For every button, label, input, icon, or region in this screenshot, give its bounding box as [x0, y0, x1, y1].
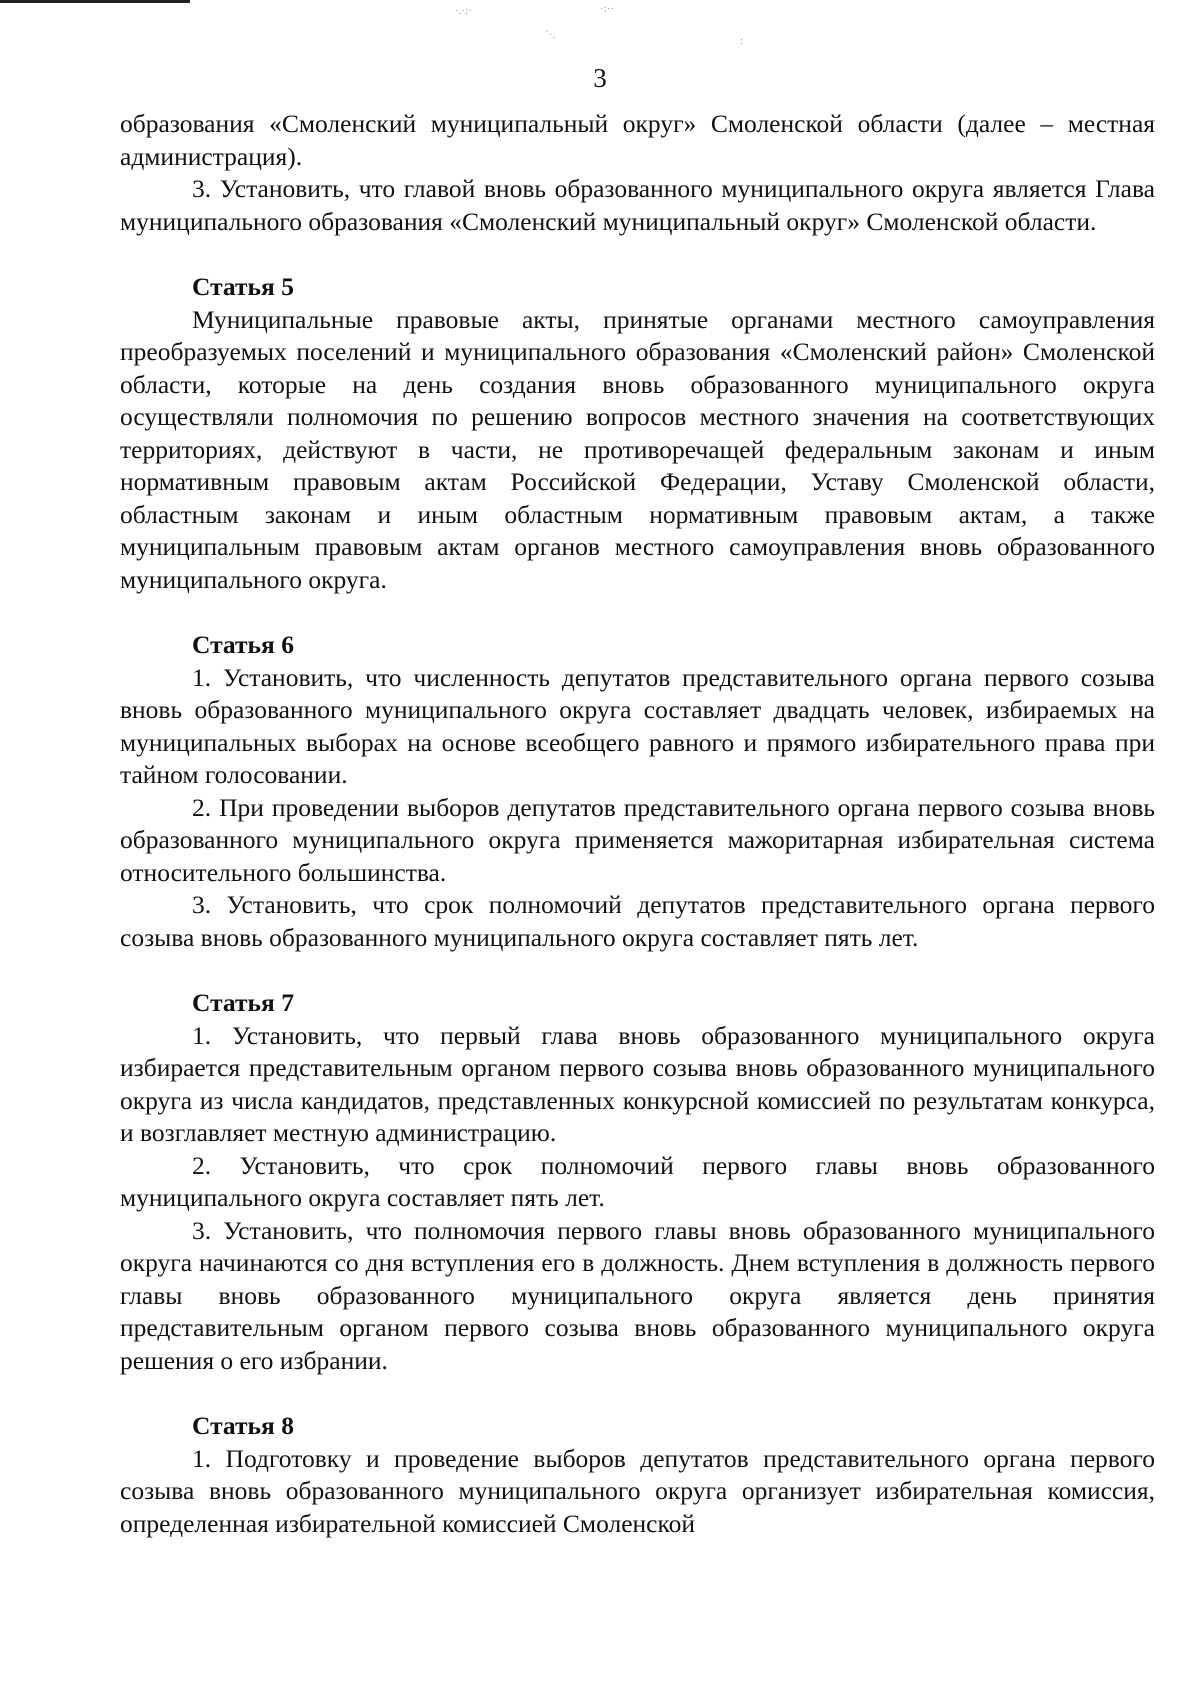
article-heading: Статья 8: [192, 1411, 294, 1440]
article-heading: Статья 6: [192, 630, 294, 659]
continuation-paragraph: 3. Установить, что главой вновь образованного муниципального округа является Глава муниципального образования «Смоленский муниципальный округ» Смоленской области.: [120, 174, 1155, 236]
continuation-paragraph: образования «Смоленский муниципальный округ» Смоленской области (далее – местная администрация).: [120, 109, 1155, 171]
scan-edge-line: [0, 0, 190, 3]
article-paragraph: 1. Установить, что численность депутатов представительного органа первого созыва вновь образованного муниципального округа составляет двадцать человек, избираемых на муниципальных выборах на основе всеобщего равного и прямого избирательного права при тайном голосовании.: [120, 662, 1155, 789]
article-heading: Статья 5: [192, 272, 294, 301]
article-paragraph: 2. При проведении выборов депутатов представительного органа первого созыва вновь образованного муниципального округа применяется мажоритарная избирательная система относительного большинства.: [120, 792, 1155, 887]
article-heading: Статья 7: [192, 988, 294, 1017]
article-paragraph: 1. Установить, что первый глава вновь образованного муниципального округа избирается представительным органом первого созыва вновь образованного муниципального округа из числа кандидатов, представленных конкурсной комиссией по результатам конкурса, и возглавляет местную администрацию.: [120, 1020, 1155, 1147]
article-paragraph: Муниципальные правовые акты, принятые органами местного самоуправления преобразуемых поселений и муниципального образования «Смоленский район» Смоленской области, которые на день создания вновь образованного муниципального округа осуществляли полномочия по решению вопросов местного значения на соответствующих территориях, действуют в части, не противоречащей федеральным законам и иным нормативным правовым актам Российской Федерации, Уставу Смоленской области, областным законам и иным областным нормативным правовым актам, а также муниципальным правовым актам органов местного самоуправления вновь образованного муниципального округа.: [120, 304, 1155, 594]
article-8: [120, 1410, 1155, 1540]
article-paragraph: 2. Установить, что срок полномочий первого главы вновь образованного муниципального округа составляет пять лет.: [120, 1150, 1155, 1212]
document-body: [120, 108, 1155, 1540]
article-paragraph: 3. Установить, что полномочия первого главы вновь образованного муниципального округа начинаются со дня вступления его в должность. Днем вступления в должность первого главы вновь образованного муниципального округа является день принятия представительным органом первого созыва вновь образованного муниципального округа решения о его избрании.: [120, 1215, 1155, 1375]
scan-noise: ·.·:·: [455, 5, 472, 17]
scan-noise: :: [740, 35, 744, 47]
article-7: [120, 987, 1155, 1377]
scan-noise: ·:··: [600, 3, 615, 15]
scan-noise: `·.: [545, 29, 556, 41]
page-number: 3: [593, 63, 607, 93]
article-paragraph: 3. Установить, что срок полномочий депутатов представительного органа первого созыва вновь образованного муниципального округа составляет пять лет.: [120, 890, 1155, 952]
article-6: [120, 629, 1155, 954]
article-5: [120, 271, 1155, 596]
article-paragraph: 1. Подготовку и проведение выборов депутатов представительного органа первого созыва вновь образованного муниципального округа организует избирательная комиссия, определенная избирательной комиссией Смоленской: [120, 1443, 1155, 1538]
